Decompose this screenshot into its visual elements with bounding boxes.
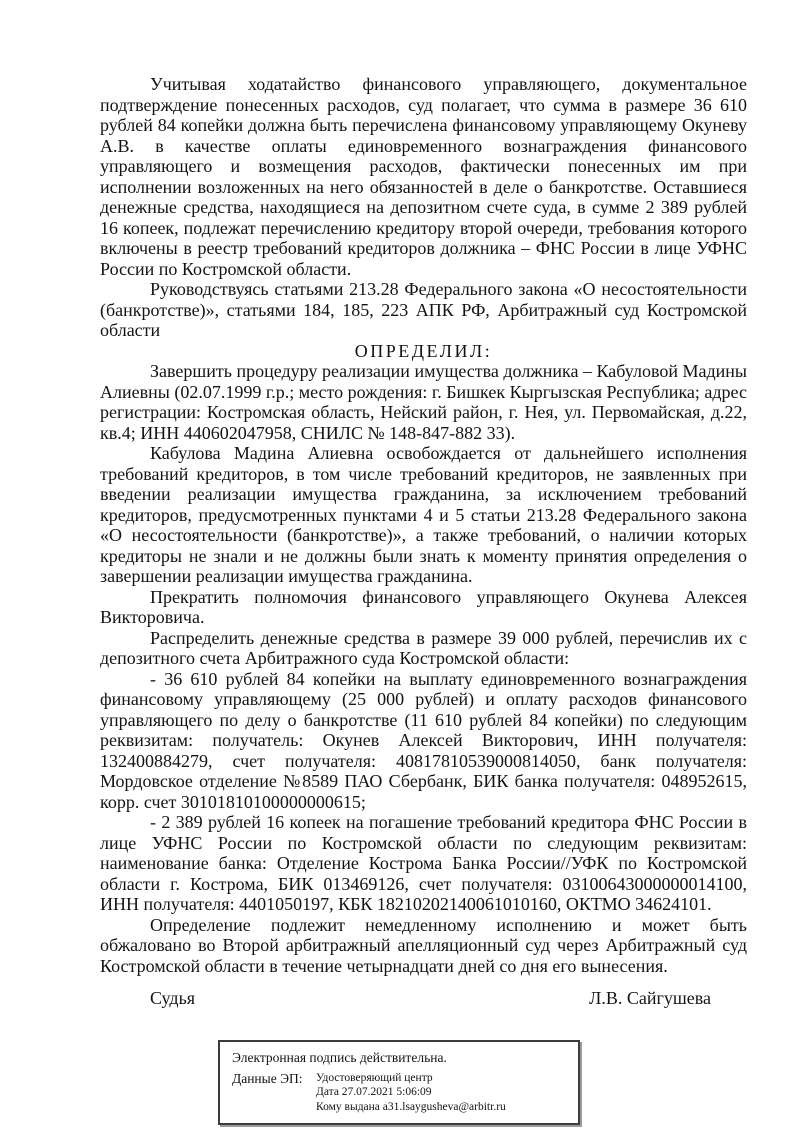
resolution-heading: ОПРЕДЕЛИЛ: [354, 340, 493, 361]
paragraph-debtor-release: Кабулова Мадина Алиевна освобождается от дальнейшего исполнения требований кредиторов, в том числе требований кредиторов, не заявленных при введении реализации имущества гражданина, за исключением требований кредиторов, предусмотренных пунктами 4 и 5 статьи 213.28 Федерального закона «О несостоятельности (банкротстве)», а также требований, о наличии которых кредиторы не знали и не должны были знать к моменту принятия определения о завершении реализации имущества гражданина. [100, 443, 747, 586]
paragraph-payment-manager-details: - 36 610 рублей 84 копейки на выплату единовременного вознаграждения финансовому управляющему (25 000 рублей) и оплату расходов финансового управляющего по делу о банкротстве (11 610 рублей 84 копейки) по следующим реквизитам: получатель: Окунев Алексей Викторович, ИНН получателя: 132400884279, счет получателя: 40817810539000814050, банк получателя: Мордовское отделение №8589 ПАО Сбербанк, БИК банка получателя: 048952615, корр. счет 30101810100000000615; [100, 668, 747, 812]
stamp-data-row [232, 1071, 566, 1115]
paragraph-appeal-terms: Определение подлежит немедленному исполнению и может быть обжаловано во Второй арбитражный апелляционный суд через Арбитражный суд Костромской области в течение четырнадцати дней со дня его вынесения. [100, 914, 747, 976]
stamp-detail-date: Дата 27.07.2021 5:06:09 [316, 1086, 432, 1098]
stamp-details [316, 1071, 506, 1115]
stamp-data-label: Данные ЭП: [232, 1070, 303, 1086]
stamp-validity-text: Электронная подпись действительна. [232, 1049, 447, 1065]
judge-name: Л.В. Сайгушева [589, 988, 711, 1008]
paragraph-payment-fns-details: - 2 389 рублей 16 копеек на погашение требований кредитора ФНС России в лице УФНС России по Костромской области по следующим реквизитам: наименование банка: Отделение Кострома Банка России//УФК по Костромской области г. Кострома, БИК 013469126, счет получателя: 03100643000000014100, ИНН получателя: 4401050197, КБК 18210202140061010160, ОКТМО 34624101. [100, 812, 747, 914]
judge-label: Судья [150, 988, 196, 1008]
signature-row [100, 988, 747, 1009]
stamp-detail-issuer: Удостоверяющий центр [316, 1071, 433, 1084]
stamp-detail-issued-to: Кому выдана a31.lsaygusheva@arbitr.ru [316, 1100, 506, 1113]
paragraph-court-findings: Учитывая ходатайство финансового управляющего, документальное подтверждение понесенных расходов, суд полагает, что сумма в размере 36 610 рублей 84 копейки должна быть перечислена финансовому управляющему Окуневу А.В. в качестве оплаты единовременного вознаграждения финансового управляющего и возмещения расходов, фактически понесенных им при исполнении возложенных на него обязанностей в деле о банкротстве. Оставшиеся денежные средства, находящиеся на депозитном счете суда, в сумме 2 389 рублей 16 копеек, подлежат перечислению кредитору второй очереди, требования которого включены в реестр требований кредиторов должника – ФНС России в лице УФНС России по Костромской области. [100, 74, 747, 279]
paragraph-terminate-manager: Прекратить полномочия финансового управляющего Окунева Алексея Викторовича. [100, 586, 747, 627]
signature-stamp [218, 1040, 580, 1126]
paragraph-legal-basis: Руководствуясь статьями 213.28 Федерального закона «О несостоятельности (банкротстве)», статьями 184, 185, 223 АПК РФ, Арбитражный суд Костромской области [100, 279, 747, 340]
paragraph-distribute-funds: Распределить денежные средства в размере 39 000 рублей, перечислив их с депозитного счета Арбитражного суда Костромской области: [100, 627, 747, 668]
paragraph-complete-procedure: Завершить процедуру реализации имущества должника – Кабуловой Мадины Алиевны (02.07.1999 г.р.; место рождения: г. Бишкек Кыргызская Республика; адрес регистрации: Костромская область, Нейский район, г. Нея, ул. Первомайская, д.22, кв.4; ИНН 440602047958, СНИЛС № 148-847-882 33). [100, 361, 747, 443]
